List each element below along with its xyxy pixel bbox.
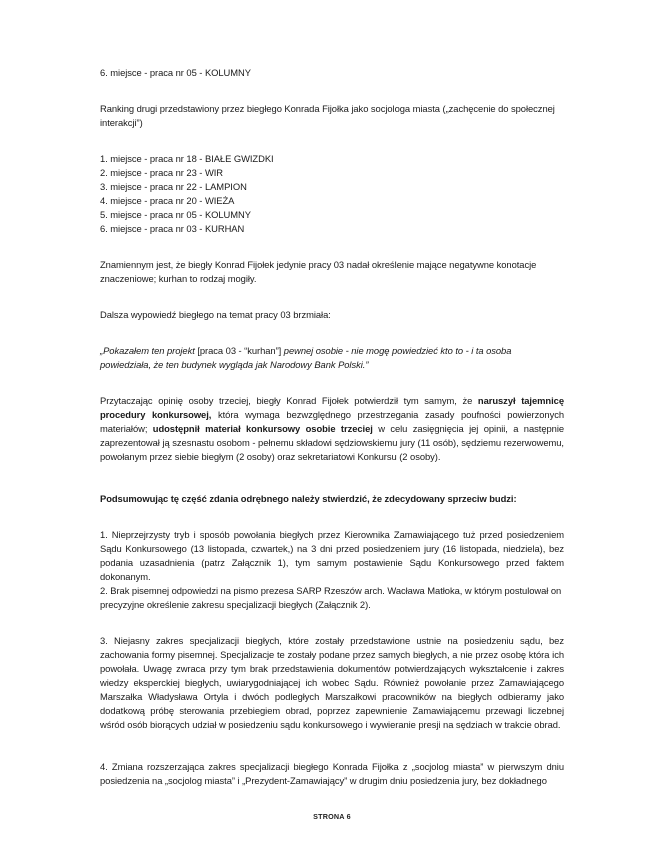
page-footer: STRONA 6 — [313, 812, 351, 821]
quote-insert: [praca 03 - “kurhan”] — [197, 345, 282, 356]
ranking-item: 6. miejsce - praca nr 03 - KURHAN — [100, 223, 245, 234]
quote-part: pewnej osobie - nie mogę powiedzieć kto to - i ta osoba powiedziała, że ten budynek wygląda jak Narodowy Bank Polski.” — [100, 345, 512, 370]
citing-bold: naruszył tajemnicę procedury konkursowej, — [100, 395, 564, 420]
ranking-intro: Ranking drugi przedstawiony przez biegłego Konrada Fijołka jako socjologa miasta („zachęcenie do społecznej interakcji”) — [100, 103, 555, 128]
notable-paragraph: Znamiennym jest, że biegły Konrad Fijołek jedynie pracy 03 nadał określenie mające negatywne konotacje znaczeniowe; kurhan to rodzaj mogiły. — [100, 259, 537, 284]
summary-heading — [100, 492, 564, 506]
ranking-item: 1. miejsce - praca nr 18 - BIAŁE GWIZDKI — [100, 153, 274, 164]
ranking-previous-last-line: 6. miejsce - praca nr 05 - KOLUMNY — [100, 67, 251, 78]
summary-heading-text: Podsumowując tę część zdania odrębnego należy stwierdzić, że zdecydowany sprzeciw budzi: — [100, 493, 517, 504]
ranking-item: 3. miejsce - praca nr 22 - LAMPION — [100, 181, 247, 192]
ranking-item: 2. miejsce - praca nr 23 - WIR — [100, 167, 224, 178]
point-3: 3. Niejasny zakres specjalizacji biegłych, które zostały przedstawione ustnie na posiedzeniu sądu, bez zachowania formy pisemnej. Specjalizacje te zostały podane przez samych biegłych, a nie przez osobę która ich powołała. Uwagę zwraca przy tym brak przedstawienia dokumentów potwierdzających wykształcenie i zakres wiedzy eksperckiej biegłych, uwiarygodniającej ich wobec Sądu. Również powołanie przez Zamawiającego Marszałka Władysława Ortyla i dwóch podległych Marszałkowi pracowników na biegłych odbieramy jako dodatkową próbę sterowania przebiegiem obrad, poprzez zapewnienie Zamawiającemu przewagi liczebnej wśród osób biorących udział w posiedzeniu sądu konkursowego i wywieranie presji na sędziach w trakcie obrad. — [100, 635, 564, 730]
point-2: 2. Brak pisemnej odpowiedzi na pismo prezesa SARP Rzeszów arch. Wacława Matłoka, w którym postulował on precyzyjne określenie zakresu specjalizacji biegłych (Załącznik 2). — [100, 585, 562, 610]
citing-text: w celu zasięgnięcia jej opinii, a następnie zaprezentował ją szesnastu osobom - pełnemu składowi sędziowskiemu jury (11 osób), sędziemu rezerwowemu, powołanym przez siebie biegłym (2 osoby) oraz sekretariatowi Konkursu (2 osoby). — [100, 423, 565, 462]
point-1: 1. Nieprzejrzysty tryb i sposób powołania biegłych przez Kierownika Zamawiającego tuż przed posiedzeniem Sądu Konkursowego (13 listopada, czwartek,) na 3 dni przed posiedzeniem jury (16 listopada, niedziela), bez podania uzasadnienia (patrz Załącznik 1), tym samym postawienie Sądu Konkursowego przed faktem dokonanym. — [100, 529, 564, 582]
ranking-list — [100, 152, 564, 236]
further-statement: Dalsza wypowiedź biegłego na temat pracy 03 brzmiała: — [100, 309, 331, 320]
quote-paragraph — [100, 344, 564, 372]
citing-text: która wymaga bezwzględnego przestrzegania zasady poufności powierzonych materiałów; — [100, 409, 565, 434]
citing-paragraph — [100, 394, 564, 464]
citing-bold: udostępnił materiał konkursowy osobie trzeciej — [152, 423, 373, 434]
quote-part: „Pokazałem ten projekt — [100, 345, 198, 356]
citing-text: Przytaczając opinię osoby trzeciej, biegły Konrad Fijołek potwierdził tym samym, że — [100, 395, 478, 406]
document-page — [100, 66, 564, 788]
point-4: 4. Zmiana rozszerzająca zakres specjalizacji biegłego Konrada Fijołka z „socjolog miasta” w pierwszym dniu posiedzenia na „socjolog miasta” i „Prezydent-Zamawiający” w drugim dniu posiedzenia jury, bez dokładnego — [100, 761, 564, 786]
ranking-item: 4. miejsce - praca nr 20 - WIEŻA — [100, 195, 235, 206]
ranking-item: 5. miejsce - praca nr 05 - KOLUMNY — [100, 209, 251, 220]
